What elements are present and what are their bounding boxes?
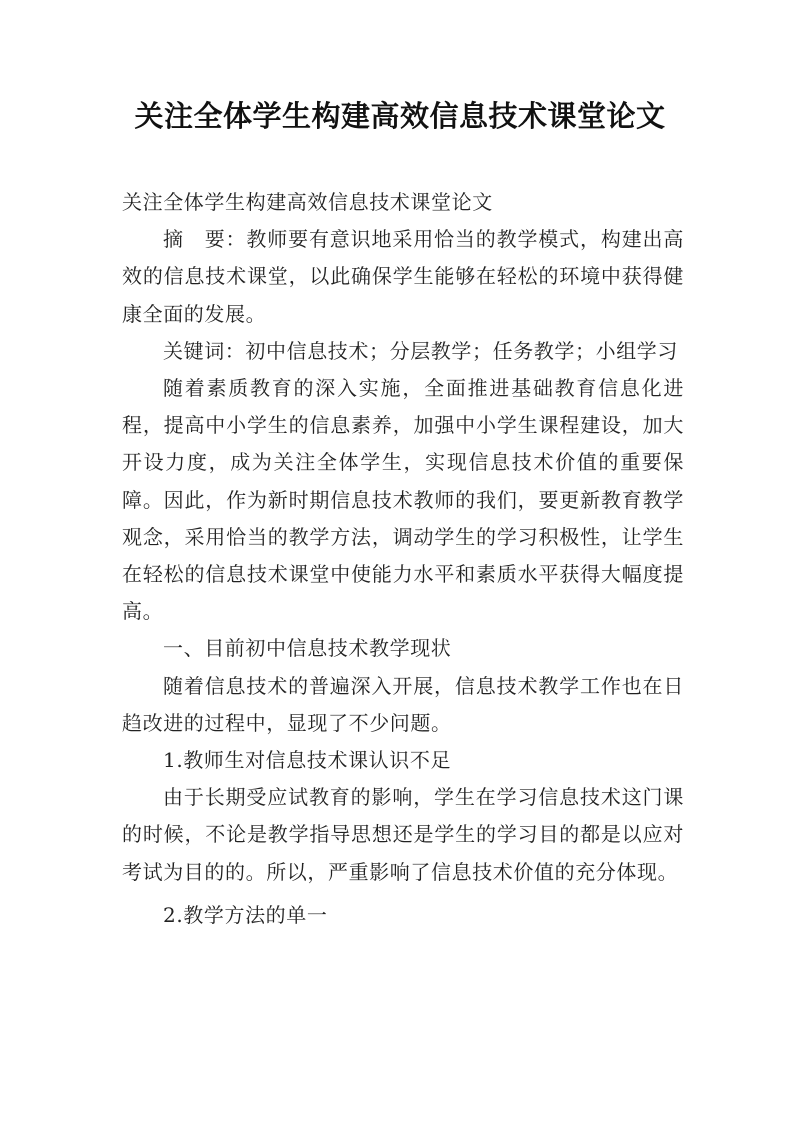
keywords-paragraph: 关键词：初中信息技术；分层教学；任务教学；小组学习 — [163, 338, 678, 363]
subtitle-line: 关注全体学生构建高效信息技术课堂论文 — [122, 190, 493, 214]
subsection-paragraph: 由于长期受应试教育的影响，学生在学习信息技术这门课的时候，不论是教学指导思想还是学生的学习目的都是以应对考试为目的的。所以，严重影响了信息技术价值的充分体现。 — [122, 785, 684, 884]
subsection-heading: 1.教师生对信息技术课认识不足 — [163, 748, 452, 773]
document-body — [122, 184, 684, 934]
document-title: 关注全体学生构建高效信息技术课堂论文 — [134, 99, 666, 133]
abstract-paragraph: 摘 要：教师要有意识地采用恰当的教学模式，构建出高效的信息技术课堂，以此确保学生能够在轻松的环境中获得健康全面的发展。 — [122, 227, 684, 326]
section-intro-paragraph: 随着信息技术的普遍深入开展，信息技术教学工作也在日趋改进的过程中，显现了不少问题。 — [122, 673, 684, 735]
intro-paragraph: 随着素质教育的深入实施，全面推进基础教育信息化进程，提高中小学生的信息素养，加强中小学生课程建设，加大开设力度，成为关注全体学生，实现信息技术价值的重要保障。因此，作为新时期信息技术教师的我们，要更新教育教学观念，采用恰当的教学方法，调动学生的学习积极性，让学生在轻松的信息技术课堂中使能力水平和素质水平获得大幅度提高。 — [122, 376, 684, 624]
subsection-heading: 2.教学方法的单一 — [163, 902, 328, 927]
section-heading: 一、目前初中信息技术教学现状 — [163, 636, 452, 661]
